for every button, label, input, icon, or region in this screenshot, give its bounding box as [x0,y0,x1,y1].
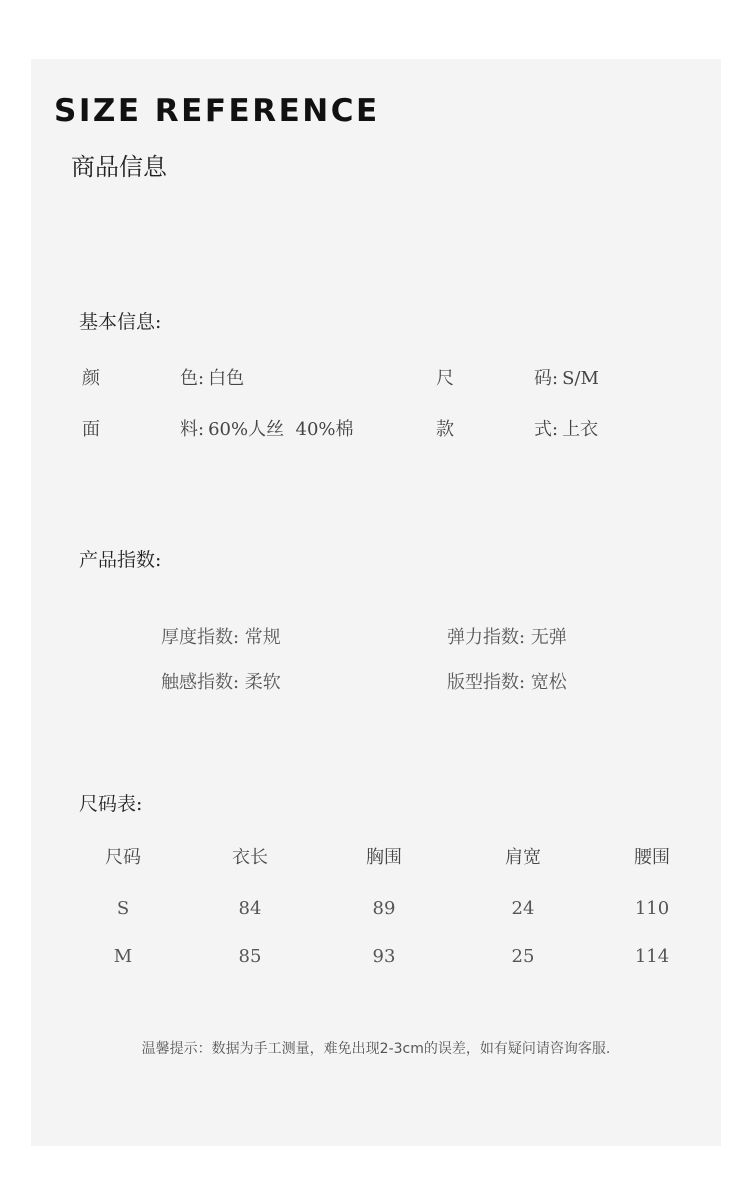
size-field [534,364,599,390]
table-cell: 89 [372,898,396,919]
fabric-label-b: 料: [180,419,205,440]
table-cell: 114 [634,946,670,967]
table-cell: 24 [511,898,535,919]
table-cell: 25 [511,946,535,967]
size-value: S/M [562,368,599,389]
fabric-label-a: 面 [82,419,100,440]
table-cell: 93 [372,946,396,967]
size-label-b: 码: [534,368,559,389]
thickness-index: 厚度指数: 常规 [161,627,281,648]
style-value: 上衣 [562,419,599,440]
style-label-b: 式: [534,419,559,440]
elasticity-index: 弹力指数: 无弹 [447,627,567,648]
softness-index: 触感指数: 柔软 [161,672,281,693]
style-label-a: 款 [436,419,454,440]
table-cell: 84 [238,898,262,919]
size-chart-title: 尺码表: [79,793,143,815]
basic-info-title: 基本信息: [79,311,162,333]
color-field [180,364,244,390]
table-header-chest: 胸围 [366,847,402,868]
size-label-a: 尺 [436,368,454,389]
page-title: SIZE REFERENCE [54,93,380,129]
page-subtitle: 商品信息 [71,153,167,181]
style-field [534,415,598,441]
fit-index: 版型指数: 宽松 [447,672,567,693]
fabric-value: 60%人丝 40%棉 [208,419,354,440]
color-label-a: 颜 [82,368,100,389]
color-label-b: 色: [180,368,205,389]
table-header-length: 衣长 [232,847,268,868]
table-header-shoulder: 肩宽 [505,847,541,868]
color-value: 白色 [208,368,245,389]
table-cell: S [116,898,130,919]
table-header-waist: 腰围 [634,847,670,868]
fabric-field [180,415,354,441]
table-cell: 110 [634,898,670,919]
table-cell: 85 [238,946,262,967]
size-reference-card [31,59,721,1146]
table-cell: M [113,946,133,967]
product-index-title: 产品指数: [79,549,162,571]
measurement-note: 温馨提示：数据为手工测量，难免出现2-3cm的误差，如有疑问请咨询客服. [141,1041,611,1057]
table-header-size: 尺码 [105,847,141,868]
